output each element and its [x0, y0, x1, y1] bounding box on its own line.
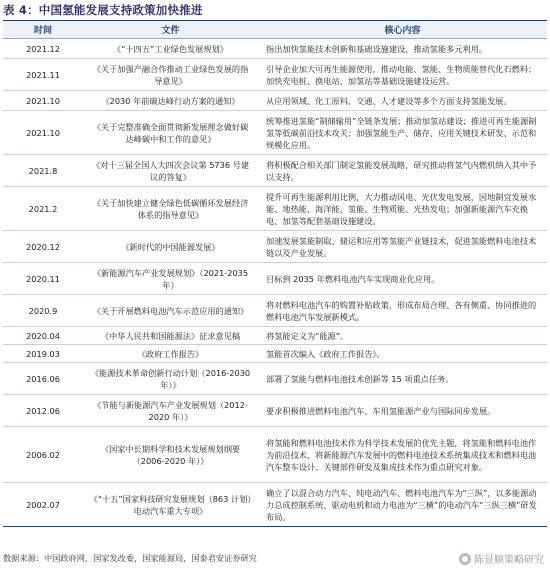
table-row [3, 91, 547, 111]
row-document: 《节能与新能源汽车产业发展规划（2012-2020 年）》 [93, 399, 248, 422]
row-content: 部署了氢能与燃料电池技术创新等 15 项重点任务。 [266, 373, 454, 384]
row-time: 2021.10 [26, 127, 60, 138]
row-content: 将积极配合相关部门制定氢能发展战略，研究推动将氢气内燃机纳入其中予以支持。 [266, 159, 537, 182]
row-document: 《2030 年前碳达峰行动方案的通知》 [101, 95, 240, 106]
row-document: 《“十五”国家科技研究发展规划（863 计划）电动汽车重大专项》 [89, 493, 252, 516]
row-content: 统筹推进氢能“制储输用”全链条发展；推动加氢站建设；推进可再生能源制氢等低碳前沿技术攻关；加强氢能生产、储存、应用关键技术研发、示范和规模化应用。 [266, 115, 537, 150]
table-row [3, 39, 547, 59]
row-document: 《国家中长期科学和技术发展规划纲要（2006-2020 年）》 [100, 443, 241, 466]
table-row [3, 363, 547, 395]
row-document: 《关于加快建立健全绿色低碳循环发展经济体系的指导意见》 [92, 197, 249, 220]
table-row [3, 187, 547, 231]
table-title: 表 4：中国氢能发展支持政策加快推进 [3, 3, 203, 17]
row-document: 《关于加强产融合作推动工业绿色发展的指导意见》 [92, 63, 249, 86]
table-row [3, 263, 547, 295]
data-source-note: 数据来源：中国政府网，国家发改委，国家能源局，国泰君安证券研究 [3, 553, 257, 563]
row-content: 要求积极推进燃料电池汽车、车用氢能源产业与国际同步发展。 [266, 405, 496, 416]
table-row [3, 59, 547, 91]
row-content: 提升可再生能源利用比例，大力推动风电、光伏发电发展，因地制宜发展水能、地热能、海洋能、氢能、生物质能、光热发电；加强新能源汽车充换电、加氢等配套基础设施建设。 [266, 191, 537, 226]
row-content: 将对燃料电池汽车的购置补贴政策，形成布局合理、各有侧重、协同推进的燃料电池汽车发展新模式。 [266, 299, 537, 322]
table-row [3, 483, 547, 526]
row-document: 《能源技术革命创新行动计划（2016-2030 年）》 [90, 367, 251, 390]
row-content: 指出加快氢能技术创新和基础设施建设，推动氢能多元利用。 [266, 43, 488, 54]
row-time: 2020.12 [26, 241, 60, 252]
table-row [3, 327, 547, 345]
table-row [3, 427, 547, 483]
row-content: 将氢能定义为“能源”。 [266, 330, 349, 341]
header-content: 核心内容 [384, 26, 421, 36]
table-row [3, 295, 547, 327]
row-time: 2016.06 [26, 373, 60, 384]
table-row [3, 231, 547, 263]
row-document: 《“十四五”工业绿色发展规划》 [113, 43, 228, 54]
row-content: 加速发展氢能制取、储运和应用等氢能产业链技术，促进氢能燃料电池技术链以及产业发展。 [266, 235, 537, 258]
row-time: 2019.03 [26, 348, 60, 359]
policy-table [3, 20, 547, 527]
watermark [459, 551, 544, 566]
row-content: 确立了以混合动力汽车、纯电动汽车、燃料电池汽车为“三纵”，以多能源动力总成控制系统、驱动电机和动力电池为“三横”的电动汽车“三纵三横”研发布局。 [266, 487, 537, 522]
row-content: 将氢能和燃料电池技术作为科学技术发展的优先主题，将氢能和燃料电池作为前沿技术，将新能源汽车发展中的燃料电池技术系统集成技术和燃料电池汽车整车设计、关键部件研发及集成技术作为重点研究对象。 [266, 437, 537, 472]
row-content: 目标到 2035 年燃料电池汽车实现商业化应用。 [266, 273, 440, 284]
row-document: 《关于完整准确全面贯彻新发展理念做好碳达峰碳中和工作的意见》 [92, 121, 249, 144]
row-time: 2021.10 [26, 95, 60, 106]
header-document: 文件 [161, 26, 180, 36]
row-time: 2020.04 [26, 330, 60, 341]
row-content: 从应用领域、化工原料、交通、人才建设等多个方面支持氢能发展。 [266, 95, 512, 106]
table-row [3, 111, 547, 155]
row-document: 《对十三届全国人大四次会议第 5736 号建议的答复》 [91, 159, 250, 182]
row-time: 2021.11 [26, 69, 60, 80]
row-time: 2021.2 [28, 203, 58, 214]
row-time: 2002.07 [26, 499, 60, 510]
row-time: 2006.02 [26, 449, 60, 460]
row-time: 2021.12 [26, 43, 60, 54]
table-row [3, 395, 547, 427]
table-row [3, 345, 547, 363]
watermark-text: 陈显顺策略研究 [474, 555, 544, 566]
row-time: 2012.06 [26, 405, 60, 416]
row-document: 《政府工作报告》 [137, 348, 204, 359]
row-document: 《新能源汽车产业发展规划》（2021-2035 年） [92, 267, 249, 290]
row-time: 2020.11 [26, 273, 60, 284]
row-content: 氢能首次编入《政府工作报告》。 [266, 348, 385, 359]
header-time: 时间 [33, 26, 52, 36]
table-header [3, 21, 547, 39]
row-content: 引导企业加大可再生能源使用，推动电能、氢能、生物质能替代化石燃料；加快充电桩、换电站、加氢站等基础设施建设运营。 [266, 63, 537, 86]
row-time: 2021.8 [28, 165, 58, 176]
row-document: 《中华人民共和国能源法》征求意见稿 [100, 330, 241, 341]
row-document: 《关于开展燃料电池汽车示范应用的通知》 [92, 305, 249, 316]
table-row [3, 155, 547, 187]
row-time: 2020.9 [28, 305, 58, 316]
wechat-icon [459, 553, 471, 565]
row-document: 《新时代的中国能源发展》 [121, 241, 220, 252]
